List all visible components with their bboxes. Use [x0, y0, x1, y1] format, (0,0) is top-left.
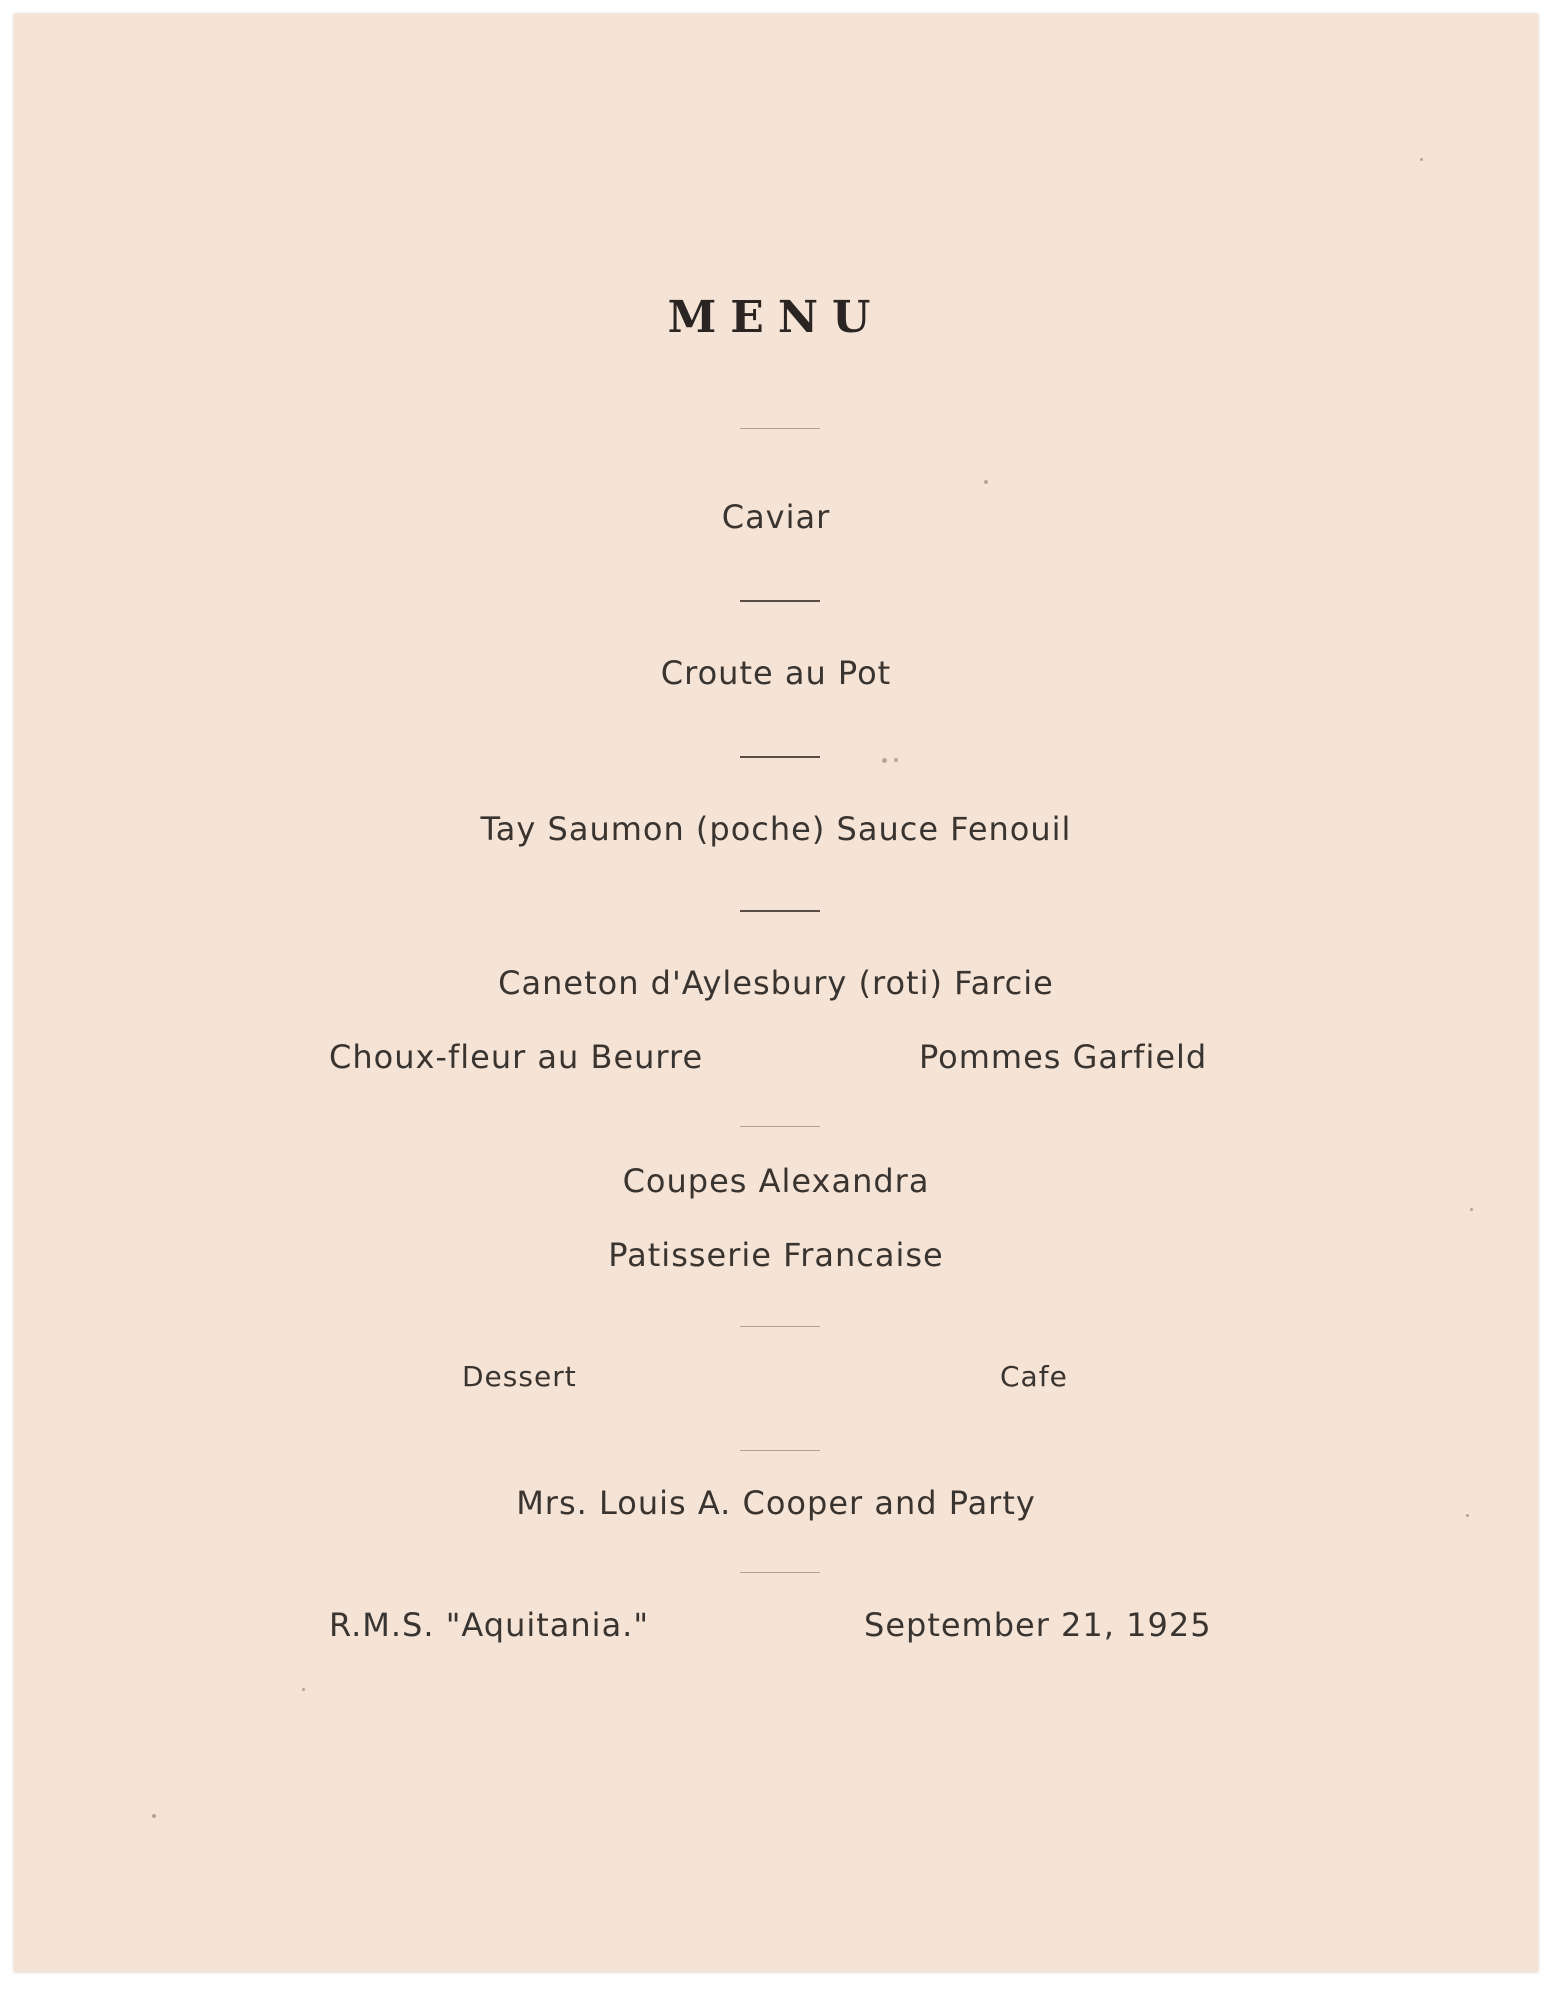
divider [740, 1326, 820, 1327]
course-coupes: Coupes Alexandra [622, 1162, 930, 1200]
course-caviar: Caviar [721, 498, 831, 536]
divider [740, 1126, 820, 1127]
divider [740, 910, 820, 912]
ship-name: R.M.S. "Aquitania." [329, 1606, 650, 1644]
menu-title: MENU [667, 292, 885, 343]
side-cauliflower: Choux-fleur au Beurre [329, 1038, 704, 1076]
menu-card [14, 14, 1538, 1972]
paper-speck [984, 480, 988, 484]
side-potatoes: Pommes Garfield [919, 1038, 1208, 1076]
party-line: Mrs. Louis A. Cooper and Party [516, 1484, 1036, 1522]
course-soup: Croute au Pot [660, 654, 892, 692]
paper-speck [152, 1814, 156, 1818]
paper-speck [1470, 1208, 1473, 1211]
dessert-label: Dessert [462, 1360, 577, 1393]
paper-speck [302, 1688, 305, 1691]
divider [740, 1450, 820, 1451]
divider [740, 1572, 820, 1573]
course-pastry: Patisserie Francaise [608, 1236, 944, 1274]
cafe-label: Cafe [1000, 1360, 1068, 1393]
paper-speck [894, 758, 898, 762]
course-fish: Tay Saumon (poche) Sauce Fenouil [480, 810, 1072, 848]
menu-date: September 21, 1925 [864, 1606, 1212, 1644]
paper-speck [1420, 158, 1423, 161]
divider [740, 756, 820, 758]
course-duck: Caneton d'Aylesbury (roti) Farcie [498, 964, 1054, 1002]
paper-speck [882, 758, 887, 763]
divider [740, 428, 820, 429]
divider [740, 600, 820, 602]
